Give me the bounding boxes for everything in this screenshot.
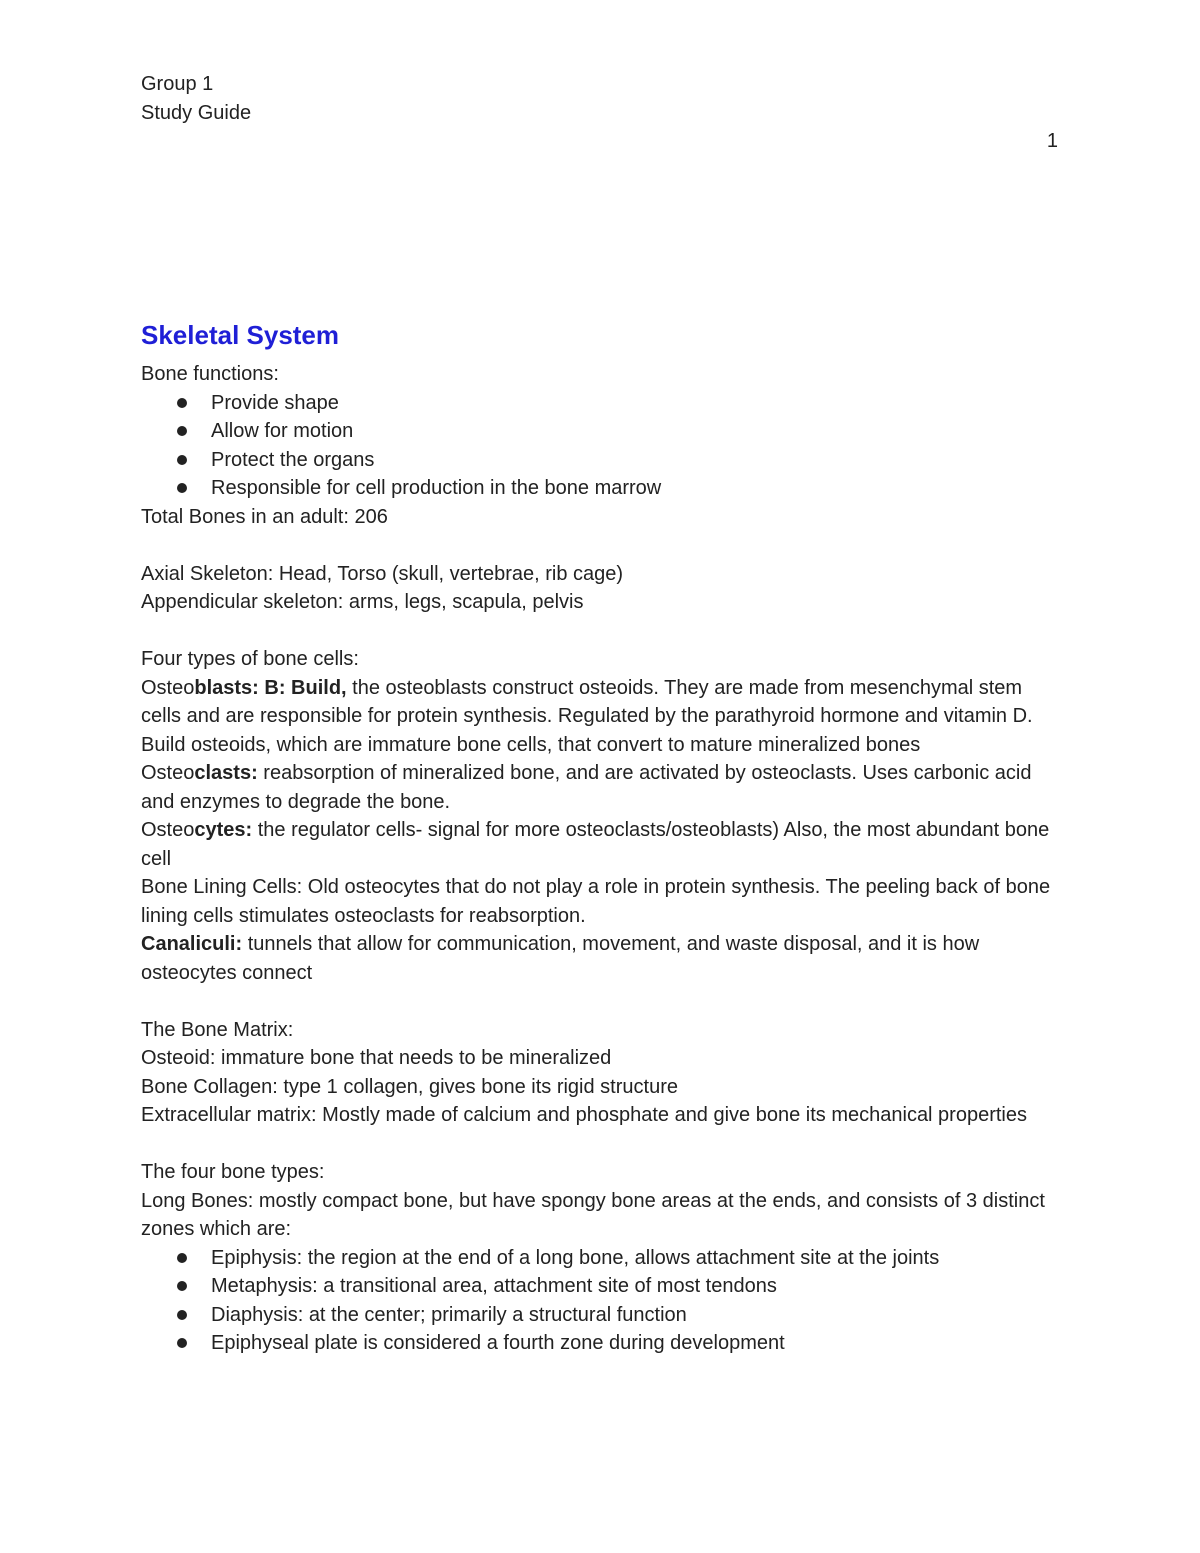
list-item-text: Responsible for cell production in the bone marrow bbox=[211, 477, 662, 499]
list-item bbox=[211, 446, 1061, 475]
term-bold: blasts: B: Build, bbox=[194, 676, 347, 699]
bullet-icon bbox=[177, 398, 187, 408]
term-bold: cytes: bbox=[194, 819, 253, 841]
bullet-icon bbox=[177, 1338, 187, 1348]
bone-matrix-label: The Bone Matrix: bbox=[141, 1018, 294, 1041]
list-item-text: Epiphyseal plate is considered a fourth zone during development bbox=[211, 1332, 785, 1354]
term-definition: the osteoblasts construct osteoids. They are made from mesenchymal stem cells and are responsible for protein synthesis. Regulated by the parathyroid hormone and vitamin D. Build osteoids, which are immature bone cells, that convert to mature mineralized bones bbox=[141, 676, 1033, 756]
bullet-icon bbox=[177, 1253, 187, 1263]
bullet-icon bbox=[177, 455, 187, 465]
list-item-text: Protect the organs bbox=[211, 448, 375, 471]
spacer bbox=[141, 531, 1061, 560]
osteocytes-paragraph bbox=[141, 816, 1061, 873]
header-doc-type: Study Guide bbox=[141, 101, 252, 124]
list-item bbox=[211, 1272, 1061, 1301]
list-item bbox=[211, 1244, 1061, 1273]
list-item bbox=[211, 417, 1061, 446]
spacer bbox=[141, 987, 1061, 1016]
section-title: Skeletal System bbox=[141, 320, 340, 350]
list-item-text: Provide shape bbox=[211, 391, 339, 414]
term-bold: Canaliculi: bbox=[141, 933, 243, 955]
bullet-icon bbox=[177, 1281, 187, 1291]
list-item-text: Diaphysis: at the center; primarily a structural function bbox=[211, 1303, 687, 1326]
document-body bbox=[141, 318, 1061, 1358]
term-definition: the regulator cells- signal for more osteoclasts/osteoblasts) Also, the most abundant bone cell bbox=[141, 819, 1050, 870]
term-prefix: Osteo bbox=[141, 819, 195, 841]
list-item bbox=[211, 1329, 1061, 1358]
list-item-text: Metaphysis: a transitional area, attachment site of most tendons bbox=[211, 1275, 777, 1297]
appendicular-skeleton: Appendicular skeleton: arms, legs, scapula, pelvis bbox=[141, 591, 584, 613]
bullet-icon bbox=[177, 483, 187, 493]
bullet-icon bbox=[177, 1310, 187, 1320]
canaliculi-paragraph bbox=[141, 930, 1061, 987]
bone-functions-list bbox=[141, 389, 1061, 503]
axial-skeleton: Axial Skeleton: Head, Torso (skull, vertebrae, rib cage) bbox=[141, 562, 624, 585]
bone-collagen-line: Bone Collagen: type 1 collagen, gives bone its rigid structure bbox=[141, 1075, 678, 1098]
bone-cells-label: Four types of bone cells: bbox=[141, 648, 359, 670]
osteoclasts-paragraph bbox=[141, 759, 1061, 816]
list-item bbox=[211, 389, 1061, 418]
term-bold: clasts: bbox=[194, 762, 258, 784]
long-bone-zones-list bbox=[141, 1244, 1061, 1358]
bone-lining-cells-paragraph: Bone Lining Cells: Old osteocytes that do not play a role in protein synthesis. The peeling back of bone lining cells stimulates osteoclasts for reabsorption. bbox=[141, 876, 1051, 927]
term-prefix: Osteo bbox=[141, 762, 195, 784]
bullet-icon bbox=[177, 426, 187, 436]
list-item bbox=[211, 1301, 1061, 1330]
extracellular-matrix-line: Extracellular matrix: Mostly made of calcium and phosphate and give bone its mechanical properties bbox=[141, 1104, 1027, 1126]
term-definition: tunnels that allow for communication, movement, and waste disposal, and it is how osteocytes connect bbox=[141, 933, 980, 984]
page-number: 1 bbox=[1046, 130, 1058, 152]
bone-types-label: The four bone types: bbox=[141, 1161, 325, 1183]
total-bones: Total Bones in an adult: 206 bbox=[141, 505, 388, 528]
osteoid-line: Osteoid: immature bone that needs to be mineralized bbox=[141, 1047, 612, 1069]
page-header bbox=[141, 70, 251, 127]
header-group: Group 1 bbox=[141, 73, 214, 95]
term-definition: reabsorption of mineralized bone, and are activated by osteoclasts. Uses carbonic acid and enzymes to degrade the bone. bbox=[141, 762, 1032, 813]
spacer bbox=[141, 1130, 1061, 1159]
spacer bbox=[141, 617, 1061, 646]
list-item-text: Allow for motion bbox=[211, 420, 354, 442]
osteoblasts-paragraph bbox=[141, 674, 1061, 760]
long-bones-paragraph: Long Bones: mostly compact bone, but have spongy bone areas at the ends, and consists of 3 distinct zones which are: bbox=[141, 1189, 1045, 1240]
list-item bbox=[211, 474, 1061, 503]
list-item-text: Epiphysis: the region at the end of a long bone, allows attachment site at the joints bbox=[211, 1246, 940, 1269]
term-prefix: Osteo bbox=[141, 676, 195, 699]
bone-functions-label: Bone functions: bbox=[141, 363, 279, 385]
